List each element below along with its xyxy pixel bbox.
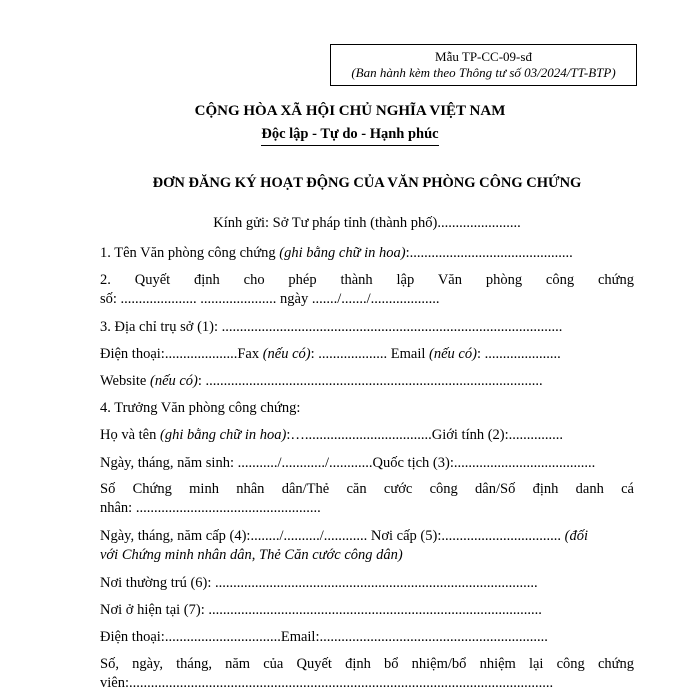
- field-phone-email-2: Điện thoại:................................Email:...............................................................: [100, 629, 548, 645]
- office-name-note: (ghi bằng chữ in hoa): [279, 245, 406, 261]
- field-id-line1: Số Chứng minh nhân dân/Thẻ căn cước công dân/Số định danh cá: [100, 481, 634, 497]
- field-issue-date-place: [100, 527, 634, 545]
- recipient-line: Kính gửi: Sở Tư pháp tỉnh (thành phố).......................: [213, 215, 521, 231]
- field-issue-note: [100, 546, 634, 564]
- form-issued-note: (Ban hành kèm theo Thông tư số 03/2024/TT-BTP): [351, 65, 616, 80]
- field-decision-line2: số: ..................... ..................... ngày ......./......./...................: [100, 291, 440, 307]
- email-dots: : .....................: [476, 346, 561, 362]
- website-label: Website: [100, 373, 150, 389]
- field-full-name: [100, 426, 634, 444]
- form-code-box: [330, 44, 637, 86]
- office-name-label: 1. Tên Văn phòng công chứng: [100, 245, 280, 261]
- full-name-dots: :…...................................Giới tính (2):...............: [286, 427, 564, 443]
- website-dots: : .............................................................................................: [197, 373, 543, 389]
- field-decision-line1: 2. Quyết định cho phép thành lập Văn phòng công chứng: [100, 272, 634, 288]
- phone-label: Điện thoại:....................Fax: [100, 346, 263, 362]
- motto-text: Độc lập - Tự do - Hạnh phúc: [261, 126, 438, 146]
- form-code: Mẫu TP-CC-09-sđ: [435, 49, 532, 64]
- field-id-line2: nhân: ...................................................: [100, 500, 321, 516]
- document-title: ĐƠN ĐĂNG KÝ HOẠT ĐỘNG CỦA VĂN PHÒNG CÔNG CHỨNG: [152, 175, 582, 191]
- website-note: (nếu có): [149, 373, 198, 389]
- full-name-label: Họ và tên: [100, 427, 160, 443]
- field-appointment-decision-line2: viên:.....................................................................................................................: [100, 675, 554, 691]
- full-name-note: (ghi bằng chữ in hoa): [160, 427, 287, 443]
- field-phone-fax-email: [100, 345, 634, 363]
- field-head-of-office: 4. Trưởng Văn phòng công chứng:: [100, 400, 301, 416]
- fax-dots: : ................... Email: [310, 346, 430, 362]
- nation-heading: CỘNG HÒA XÃ HỘI CHỦ NGHĨA VIỆT NAM: [194, 103, 506, 119]
- motto: [0, 126, 700, 146]
- field-current-address: Nơi ở hiện tại (7): ............................................................................................: [100, 602, 542, 618]
- office-name-dots: :.............................................: [405, 245, 573, 261]
- issue-date-text: Ngày, tháng, năm cấp (4):......../........../............ Nơi cấp (5):.................................: [100, 528, 565, 544]
- issue-note-end: với Chứng minh nhân dân, Thẻ Căn cước công dân): [100, 547, 403, 563]
- field-website: [100, 372, 634, 390]
- field-permanent-residence: Nơi thường trú (6): .........................................................................................: [100, 575, 538, 591]
- field-appointment-decision-line1: Số, ngày, tháng, năm của Quyết định bổ nhiệm/bổ nhiệm lại công chứng: [100, 656, 634, 672]
- fax-note: (nếu có): [262, 346, 311, 362]
- field-dob-nationality: Ngày, tháng, năm sinh: .........../............/............Quốc tịch (3):.......................................: [100, 455, 596, 471]
- field-address: 3. Địa chỉ trụ sở (1): ..............................................................................................: [100, 319, 563, 335]
- field-office-name: [100, 244, 634, 262]
- issue-note-start: (đối: [564, 528, 588, 544]
- email-note: (nếu có): [429, 346, 477, 362]
